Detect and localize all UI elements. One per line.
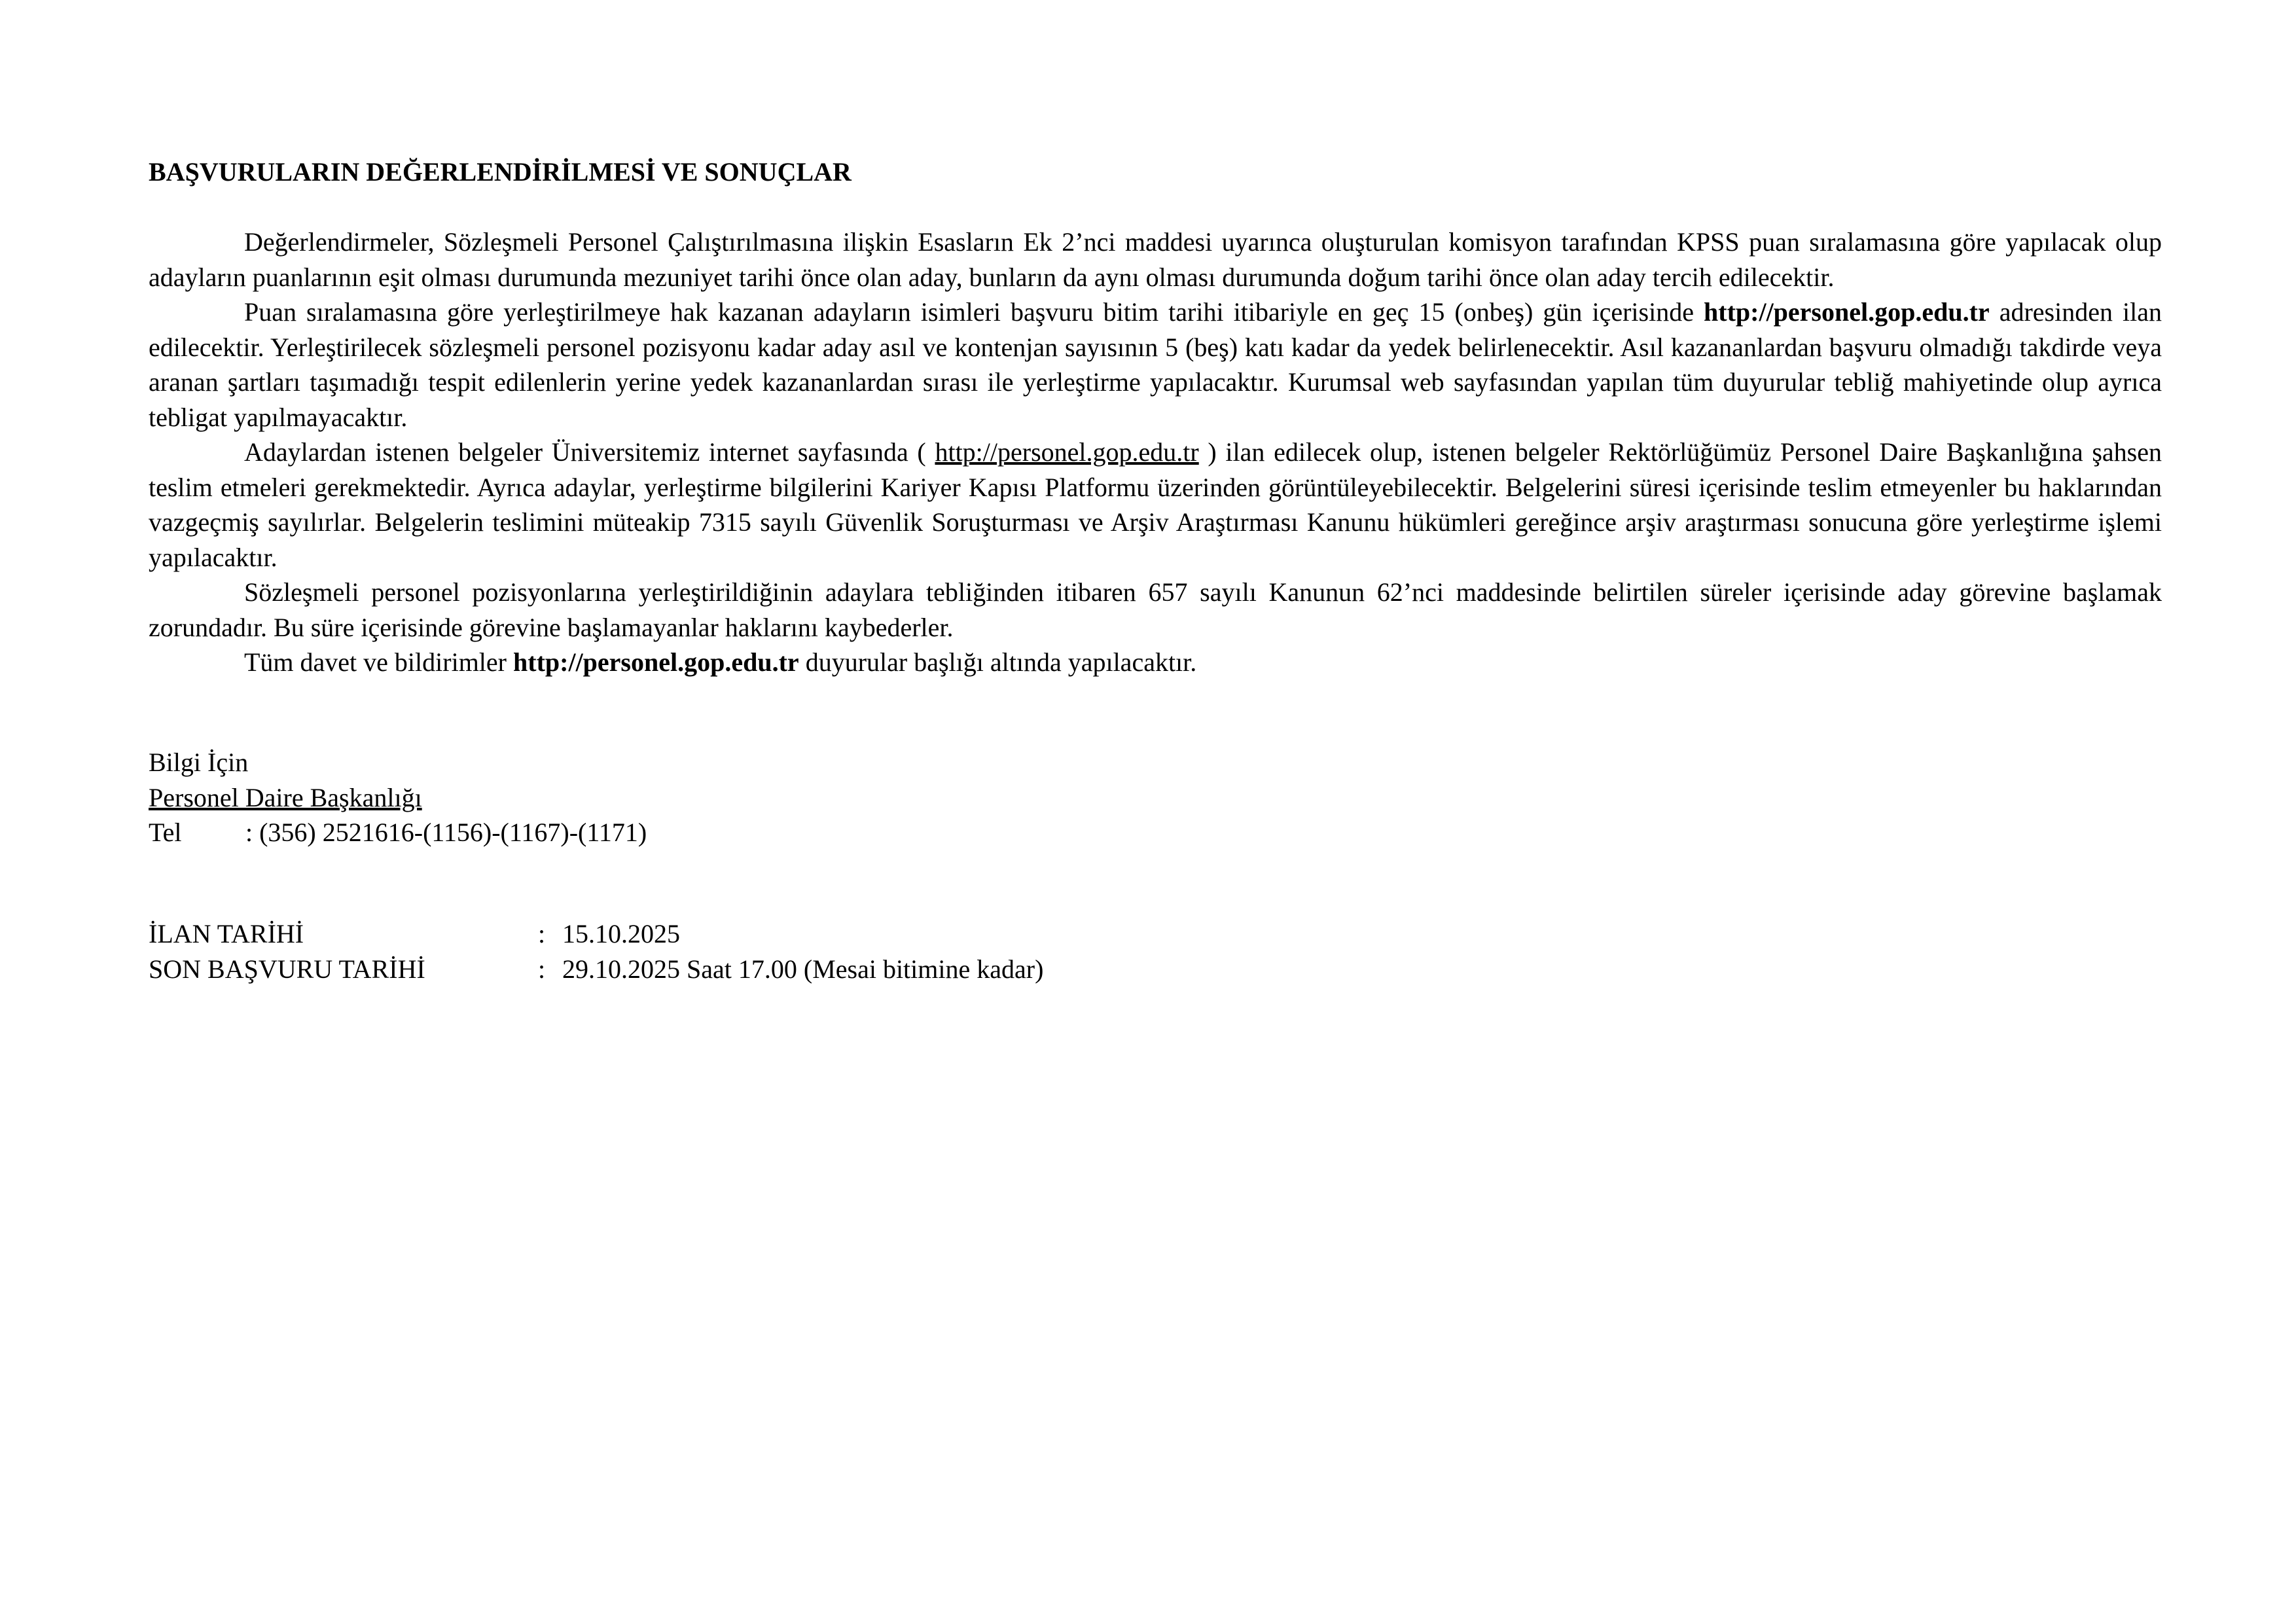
deadline-date-row: [149, 952, 1043, 987]
paragraph-notifications: [149, 645, 2162, 680]
paragraph-appointment: Sözleşmeli personel pozisyonlarına yerleştirildiğinin adaylara tebliğinden itibaren 657 sayılı Kanunun 62’nci maddesinde belirtilen süreler içerisinde aday görevine başlamak zorundadır. Bu süre içerisinde görevine başlamayanlar haklarını kaybederler.: [149, 577, 2162, 642]
document-body: [149, 225, 2162, 680]
department-name: Personel Daire Başkanlığı: [149, 782, 422, 812]
paragraph-text: ) ilan edilecek olup, istenen belgeler Rektörlüğümüz Personel Daire Başkanlığına şahsen teslim etmeleri gerekmektedir. Ayrıca adaylar, yerleştirme bilgilerini Kariyer Kapısı Platformu üzerinden görüntüleyebilecektir. Belgelerini süresi içerisinde teslim etmeyenler bu haklarından vazgeçmiş sayılırlar. Belgelerin teslimini müteakip 7315 sayılı Güvenlik Soruşturması ve Arşiv Araştırması Kanunu hükümleri gereğince arşiv araştırması sonucuna göre yerleştirme işlemi yapılacaktır.: [149, 437, 2162, 572]
paragraph-text: Puan sıralamasına göre yerleştirilmeye hak kazanan adayların isimleri başvuru bitim tarihi itibariyle en geç 15 (onbeş) gün içerisinde: [244, 297, 1704, 327]
section-heading: BAŞVURULARIN DEĞERLENDİRİLMESİ VE SONUÇLAR: [149, 157, 852, 187]
paragraph-documents: [149, 435, 2162, 575]
paragraph-text: Tüm davet ve bildirimler: [244, 647, 513, 677]
personnel-website-link[interactable]: http://personel.gop.edu.tr: [935, 437, 1199, 467]
paragraph-text: duyurular başlığı altında yapılacaktır.: [798, 647, 1197, 677]
phone-line: [149, 815, 647, 850]
separator: :: [538, 919, 546, 948]
personnel-website-link[interactable]: http://personel.gop.edu.tr: [1704, 297, 1990, 327]
phone-label: Tel: [149, 818, 182, 847]
info-label: Bilgi İçin: [149, 748, 249, 777]
paragraph-announcement: [149, 295, 2162, 435]
announcement-date-row: [149, 916, 1043, 952]
contact-block: [149, 745, 647, 850]
personnel-website-link[interactable]: http://personel.gop.edu.tr: [513, 647, 799, 677]
paragraph-text: adresinden ilan edilecektir. Yerleştirilecek sözleşmeli personel pozisyonu kadar aday asıl ve kontenjan sayısının 5 (beş) katı kadar da yedek belirlenecektir. Asıl kazananlardan başvuru olmadığı takdirde veya aranan şartları taşımadığı tespit edilenlerin yerine yedek kazananlardan sırası ile yerleştirme yapılacaktır. Kurumsal web sayfasından yapılan tüm duyurular tebliğ mahiyetinde olup ayrıca tebligat yapılmayacaktır.: [149, 297, 2162, 432]
dates-block: [149, 916, 1043, 986]
deadline-date-value: 29.10.2025 Saat 17.00 (Mesai bitimine kadar): [562, 954, 1044, 984]
separator: :: [538, 954, 546, 984]
announcement-date-label: İLAN TARİHİ: [149, 919, 304, 948]
paragraph-evaluation: Değerlendirmeler, Sözleşmeli Personel Çalıştırılmasına ilişkin Esasların Ek 2’nci maddesi uyarınca oluşturulan komisyon tarafından KPSS puan sıralamasına göre yapılacak olup adayların puanlarının eşit olması durumunda mezuniyet tarihi önce olan aday, bunların da aynı olması durumunda doğum tarihi önce olan aday tercih edilecektir.: [149, 227, 2162, 292]
paragraph-text: Adaylardan istenen belgeler Üniversitemiz internet sayfasında (: [244, 437, 935, 467]
document-page: [149, 0, 2162, 1624]
announcement-date-value: 15.10.2025: [562, 919, 680, 948]
deadline-date-label: SON BAŞVURU TARİHİ: [149, 954, 425, 984]
phone-value: : (356) 2521616-(1156)-(1167)-(1171): [245, 818, 647, 847]
